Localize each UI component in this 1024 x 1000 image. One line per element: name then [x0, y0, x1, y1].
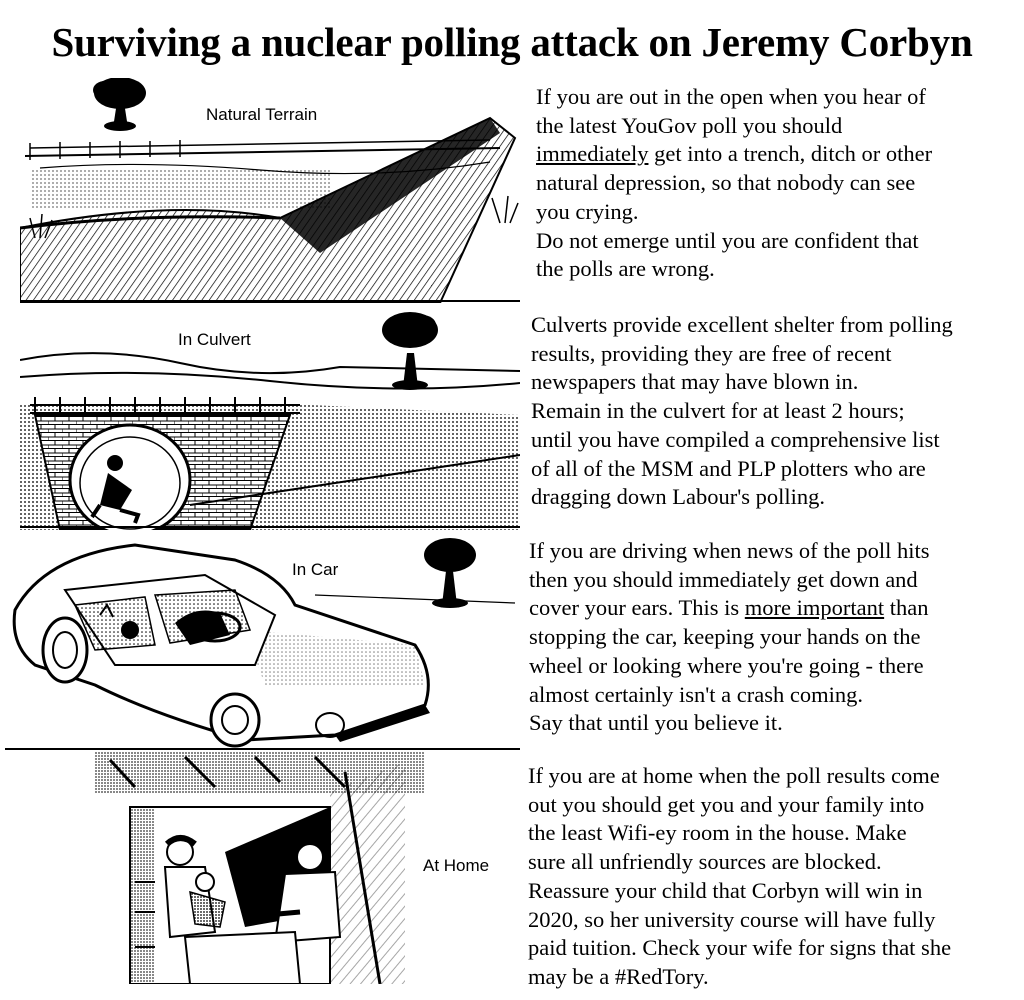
text-fragment: cover your ears. This is — [529, 595, 745, 621]
text-line: until you have compiled a comprehensive list — [531, 426, 940, 452]
text-line: If you are out in the open when you hear of — [536, 84, 926, 109]
panel-label: In Culvert — [178, 330, 251, 349]
text-line: 2020, so her university course will have fully — [528, 906, 936, 932]
text-line: paid tuition. Check your wife for signs that she — [528, 935, 952, 961]
illustration-natural-terrain — [20, 78, 520, 303]
panel-label: In Car — [292, 560, 339, 579]
illustration-car — [5, 535, 520, 750]
panel-label: Natural Terrain — [206, 105, 318, 124]
text-line: Do not emerge until you are confident that — [536, 227, 919, 253]
illustration-culvert — [20, 305, 520, 530]
text-line: Remain in the culvert for at least 2 hours; — [531, 398, 905, 424]
text-line: then you should immediately get down and — [529, 566, 918, 592]
text-line: almost certainly isn't a crash coming. — [529, 681, 863, 707]
text-line: you crying. — [536, 198, 639, 224]
text-line — [529, 594, 930, 623]
text-line: stopping the car, keeping your hands on the — [529, 624, 921, 650]
text-line: newspapers that may have blown in. — [531, 369, 859, 395]
text-line: If you are at home when the poll results come — [528, 763, 940, 788]
text-line: the polls are wrong. — [536, 256, 715, 282]
text-line: the latest YouGov poll you should — [536, 112, 843, 138]
text-line: Culverts provide excellent shelter from polling — [531, 312, 953, 337]
panel-label: At Home — [423, 856, 490, 875]
text-line: results, providing they are free of recent — [531, 340, 892, 366]
text-line: If you are driving when news of the poll hits — [529, 538, 930, 563]
illustration-at-home — [95, 752, 515, 984]
page-title: Surviving a nuclear polling attack on Jeremy Corbyn — [51, 19, 973, 65]
natural-terrain-text — [536, 83, 932, 284]
text-line: Reassure your child that Corbyn will win in — [528, 877, 923, 903]
text-line: dragging down Labour's polling. — [531, 484, 826, 510]
text-line — [536, 140, 932, 169]
underlined-word: immediately — [536, 141, 649, 167]
car-text — [529, 537, 930, 738]
text-line: may be a #RedTory. — [528, 963, 709, 989]
culvert-text — [531, 311, 953, 512]
text-line: sure all unfriendly sources are blocked. — [528, 849, 882, 875]
text-line: Say that until you believe it. — [529, 710, 783, 736]
underlined-phrase: more important — [744, 595, 885, 621]
text-line: natural depression, so that nobody can see — [536, 170, 916, 196]
car-illustration — [5, 535, 520, 750]
text-line: out you should get you and your family into — [528, 791, 925, 817]
culvert-illustration — [20, 305, 520, 530]
text-line: the least Wifi-ey room in the house. Make — [528, 820, 907, 846]
text-line: wheel or looking where you're going - there — [529, 652, 924, 678]
at-home-text — [528, 762, 951, 992]
text-fragment: get into a trench, ditch or other — [648, 141, 933, 167]
text-fragment: than — [884, 595, 929, 621]
text-line: of all of the MSM and PLP plotters who are — [531, 455, 926, 481]
